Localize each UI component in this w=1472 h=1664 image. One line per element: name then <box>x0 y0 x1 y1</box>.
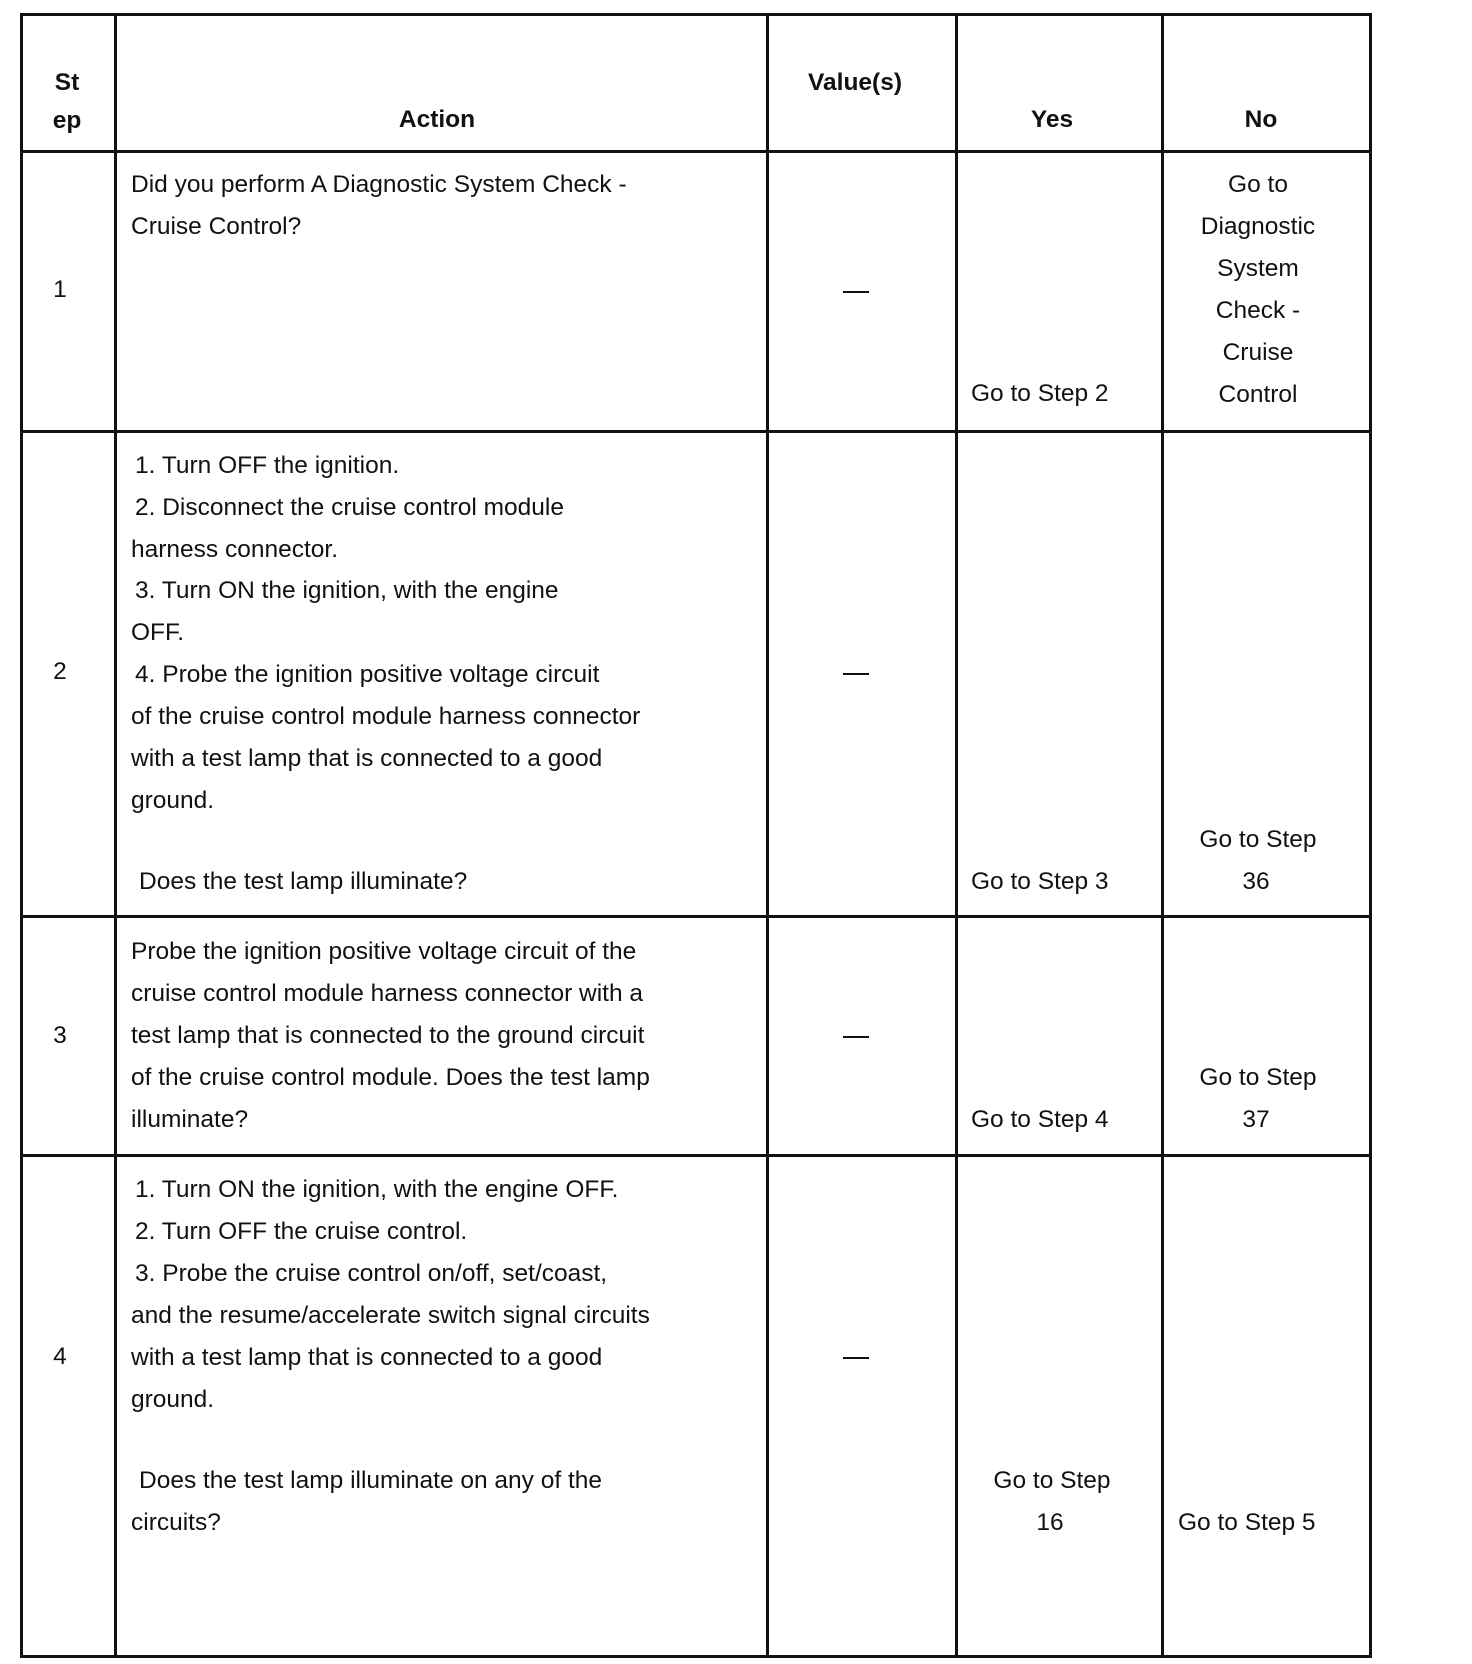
action-line: Probe the ignition positive voltage circuit of the <box>131 938 637 965</box>
action-line: with a test lamp that is connected to a good <box>131 745 603 772</box>
no-link-line: Check - <box>1215 297 1301 324</box>
value-dash <box>843 1357 869 1359</box>
action-line: and the resume/accelerate switch signal circuits <box>131 1302 650 1329</box>
step-number: 3 <box>53 1022 67 1049</box>
no-link-line: 36 <box>1242 868 1270 895</box>
action-line: 1. Turn OFF the ignition. <box>135 452 400 479</box>
yes-link-line: 16 <box>1036 1509 1064 1536</box>
yes-link: Go to Step 3 <box>971 868 1109 895</box>
yes-link: Go to Step 2 <box>971 380 1109 407</box>
action-question: Does the test lamp illuminate? <box>139 868 468 895</box>
no-link-line: Go to Step <box>1199 1064 1317 1091</box>
no-link-line: Diagnostic <box>1200 213 1316 240</box>
no-link-line: Cruise <box>1222 339 1294 366</box>
action-line: 3. Turn ON the ignition, with the engine <box>135 577 559 604</box>
action-line: with a test lamp that is connected to a good <box>131 1344 603 1371</box>
column-divider-action <box>766 14 769 1656</box>
no-link-line: Go to Step <box>1199 826 1317 853</box>
step-number: 1 <box>53 276 67 303</box>
value-dash <box>843 1036 869 1038</box>
action-line: Did you perform A Diagnostic System Check - <box>131 171 627 198</box>
action-question: Does the test lamp illuminate on any of the <box>139 1467 603 1494</box>
action-line: 4. Probe the ignition positive voltage circuit <box>135 661 600 688</box>
action-line: test lamp that is connected to the ground circuit <box>131 1022 645 1049</box>
action-line: 2. Turn OFF the cruise control. <box>135 1218 468 1245</box>
action-line: cruise control module harness connector with a <box>131 980 644 1007</box>
column-divider-step <box>114 14 117 1656</box>
yes-link-line: Go to Step <box>993 1467 1111 1494</box>
no-link-line: Control <box>1218 381 1298 408</box>
row-divider-3 <box>20 1154 1372 1157</box>
no-link: Go to Step 5 <box>1178 1509 1316 1536</box>
action-line: harness connector. <box>131 536 339 563</box>
step-number: 2 <box>53 658 67 685</box>
action-line: of the cruise control module harness connector <box>131 703 641 730</box>
action-line: illuminate? <box>131 1106 249 1133</box>
action-line: of the cruise control module. Does the test lamp <box>131 1064 650 1091</box>
table-border-bottom <box>20 1655 1372 1658</box>
action-line: ground. <box>131 1386 215 1413</box>
action-line: 3. Probe the cruise control on/off, set/coast, <box>135 1260 608 1287</box>
header-no: No <box>1244 106 1278 133</box>
header-divider <box>20 150 1372 153</box>
table-border-top <box>20 13 1372 16</box>
action-line: 2. Disconnect the cruise control module <box>135 494 564 521</box>
header-step-line1: St <box>54 69 80 96</box>
header-action: Action <box>398 106 476 133</box>
row-divider-2 <box>20 915 1372 918</box>
header-values: Value(s) <box>808 69 902 96</box>
action-line: OFF. <box>131 619 185 646</box>
header-yes: Yes <box>1030 106 1074 133</box>
action-question: circuits? <box>131 1509 221 1536</box>
step-number: 4 <box>53 1343 67 1370</box>
table-border-right <box>1369 14 1372 1656</box>
value-dash <box>843 673 869 675</box>
value-dash <box>843 291 869 293</box>
yes-link: Go to Step 4 <box>971 1106 1109 1133</box>
no-link-line: System <box>1217 255 1299 282</box>
table-border-left <box>20 14 23 1656</box>
header-step-line2: ep <box>52 107 82 134</box>
action-line: Cruise Control? <box>131 213 302 240</box>
action-line: 1. Turn ON the ignition, with the engine OFF. <box>135 1176 619 1203</box>
column-divider-values <box>955 14 958 1656</box>
row-divider-1 <box>20 430 1372 433</box>
action-line: ground. <box>131 787 215 814</box>
no-link-line: Go to <box>1228 171 1288 198</box>
no-link-line: 37 <box>1242 1106 1270 1133</box>
